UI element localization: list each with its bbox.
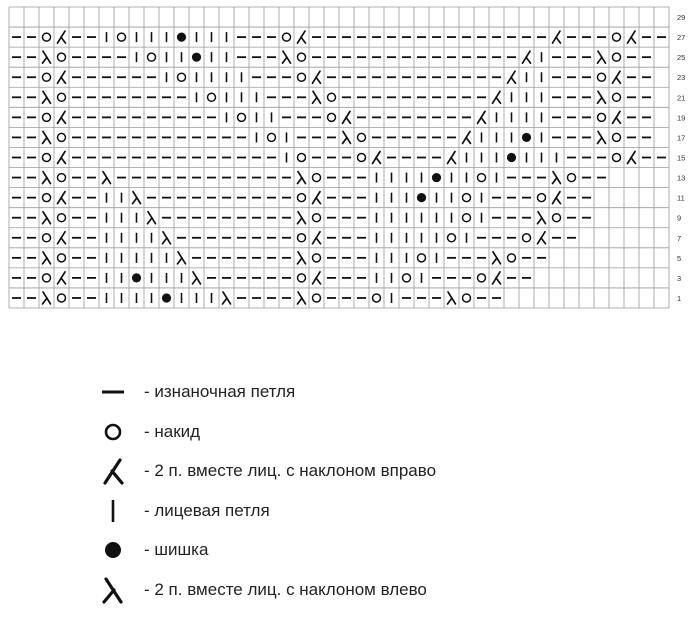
yarn-over-mark [313, 254, 321, 262]
chart-cell [328, 113, 336, 121]
left-slant-mark [298, 252, 306, 264]
yarn-over-mark [358, 154, 366, 162]
chart-cell [553, 31, 561, 43]
chart-cell [43, 154, 51, 162]
chart-cell [313, 232, 321, 244]
yarn-over-mark [478, 274, 486, 282]
chart-cell [58, 254, 66, 262]
chart-cell [358, 154, 366, 162]
yarn-over-mark [568, 174, 576, 182]
chart-cell [43, 212, 51, 224]
chart-cell [493, 272, 501, 284]
right-slant-mark [313, 232, 321, 244]
chart-cell [523, 234, 531, 242]
row-label: 15 [677, 153, 686, 163]
right-slant-mark [313, 192, 321, 204]
yarn-over-mark [298, 274, 306, 282]
chart-cell [148, 53, 156, 61]
chart-cell [598, 113, 606, 121]
right-slant-mark [628, 152, 636, 164]
row-labels [677, 13, 685, 303]
right-slant-mark [58, 31, 66, 43]
left-slant-mark [43, 212, 51, 224]
chart-cell [613, 154, 621, 162]
yarn-over-mark [463, 194, 471, 202]
left-slant-icon [100, 576, 126, 604]
yarn-over-mark [463, 294, 471, 302]
chart-cell [58, 174, 66, 182]
chart-cell [538, 232, 546, 244]
yarn-over-mark [538, 194, 546, 202]
chart-cell [432, 173, 441, 182]
yarn-over-mark [463, 214, 471, 222]
chart-cell [448, 292, 456, 304]
chart-cell [162, 293, 171, 302]
chart-cell [508, 254, 516, 262]
chart-cell [478, 174, 486, 182]
right-slant-mark [493, 91, 501, 103]
right-slant-mark [478, 111, 486, 123]
yarn-over-mark [43, 33, 51, 41]
yarn-over-mark [43, 274, 51, 282]
bobble-mark [522, 133, 531, 142]
legend-text: - 2 п. вместе лиц. с наклоном вправо [144, 461, 437, 480]
row-label: 23 [677, 73, 686, 83]
chart-cell [313, 254, 321, 262]
yarn-over-mark [448, 234, 456, 242]
chart-cell [103, 172, 111, 184]
row-label: 7 [677, 233, 682, 243]
chart-cell [313, 294, 321, 302]
chart-cell [178, 252, 186, 264]
chart-cell [43, 234, 51, 242]
chart-cell [507, 153, 516, 162]
chart-cell [613, 71, 621, 83]
bobble-mark [177, 33, 186, 42]
chart-cell [463, 294, 471, 302]
chart-cell [343, 111, 351, 123]
chart-cell [613, 93, 621, 101]
row-label: 1 [677, 293, 682, 303]
chart-cell [43, 252, 51, 264]
yarn-over-mark [43, 113, 51, 121]
yarn-over-mark [328, 93, 336, 101]
yarn-over-mark [508, 254, 516, 262]
left-slant-mark [43, 91, 51, 103]
yarn-over-mark [43, 154, 51, 162]
chart-cell [313, 71, 321, 83]
chart-cell [133, 192, 141, 204]
row-label: 25 [677, 53, 686, 63]
row-label: 17 [677, 133, 686, 143]
chart-cell [523, 51, 531, 63]
bobble-mark [417, 193, 426, 202]
chart-cell [118, 33, 126, 41]
yarn-over-mark [313, 214, 321, 222]
yarn-over-mark [598, 73, 606, 81]
chart-cell [43, 194, 51, 202]
right-slant-mark [313, 71, 321, 83]
left-slant-mark [448, 292, 456, 304]
left-slant-mark [133, 192, 141, 204]
yarn-over-mark [373, 294, 381, 302]
left-slant-mark [538, 212, 546, 224]
right-slant-mark [298, 31, 306, 43]
left-slant-mark [103, 172, 111, 184]
chart-cell [43, 131, 51, 143]
yarn-over-mark [58, 174, 66, 182]
chart-cell [43, 292, 51, 304]
yarn-over-mark [238, 113, 246, 121]
bobble-mark [162, 293, 171, 302]
chart-cell [313, 174, 321, 182]
left-slant-mark [598, 91, 606, 103]
yarn-over-mark [298, 234, 306, 242]
bobble-mark [192, 53, 201, 62]
chart-cell [478, 274, 486, 282]
right-slant-mark [613, 71, 621, 83]
chart-cell [298, 73, 306, 81]
yarn-over-mark [298, 194, 306, 202]
left-slant-mark [283, 51, 291, 63]
row-label: 11 [677, 193, 685, 203]
chart-cell [163, 232, 171, 244]
right-slant-mark [58, 192, 66, 204]
right-slant-mark [58, 232, 66, 244]
chart-cell [58, 294, 66, 302]
left-slant-mark [223, 292, 231, 304]
chart-cell [628, 31, 636, 43]
chart-cell [298, 31, 306, 43]
chart-cell [313, 272, 321, 284]
chart-cell [313, 91, 321, 103]
chart-cell [463, 194, 471, 202]
right-slant-mark [538, 232, 546, 244]
yarn-over-mark [403, 274, 411, 282]
chart-cell [613, 53, 621, 61]
chart-cell [373, 294, 381, 302]
chart-cell [598, 131, 606, 143]
chart-cell [522, 133, 531, 142]
chart-cell [58, 192, 66, 204]
chart-cell [328, 93, 336, 101]
chart-cell [298, 234, 306, 242]
right-slant-mark [58, 111, 66, 123]
chart-cell [298, 154, 306, 162]
chart-cell [132, 273, 141, 282]
row-label: 13 [677, 173, 686, 183]
chart-cell [553, 214, 561, 222]
yarn-over-mark [313, 294, 321, 302]
chart-cell [313, 192, 321, 204]
left-slant-mark [343, 131, 351, 143]
legend-text: - шишка [144, 540, 209, 559]
row-label: 19 [677, 113, 686, 123]
chart-cell [238, 113, 246, 121]
chart-cell [358, 133, 366, 141]
chart-cell [568, 174, 576, 182]
chart-cell [58, 93, 66, 101]
bobble-mark [507, 153, 516, 162]
bobble-dot-icon [100, 536, 126, 564]
yarn-over-mark [613, 53, 621, 61]
chart-cell [43, 33, 51, 41]
chart-cell [508, 71, 516, 83]
left-slant-mark [298, 172, 306, 184]
chart-cell [223, 292, 231, 304]
legend-text: - 2 п. вместе лиц. с наклоном влево [144, 579, 427, 599]
chart-cell [178, 73, 186, 81]
chart-cell [463, 131, 471, 143]
yarn-over-mark [118, 33, 126, 41]
right-slant-icon [100, 457, 126, 485]
chart-cell [43, 274, 51, 282]
chart-cell [613, 33, 621, 41]
chart-cell [43, 51, 51, 63]
chart-cell [268, 133, 276, 141]
yarn-over-mark [58, 53, 66, 61]
chart-cell [478, 111, 486, 123]
chart-cell [43, 73, 51, 81]
chart-cell [283, 33, 291, 41]
chart-cell [283, 51, 291, 63]
knit-bar-icon [100, 497, 126, 525]
chart-cell [598, 73, 606, 81]
chart-cell [343, 131, 351, 143]
bobble-mark [132, 273, 141, 282]
yarn-over-mark [268, 133, 276, 141]
row-label: 29 [677, 13, 686, 23]
chart-cell [298, 194, 306, 202]
chart-cell [298, 252, 306, 264]
left-slant-mark [313, 91, 321, 103]
chart-cell [538, 194, 546, 202]
chart-cell [58, 111, 66, 123]
left-slant-mark [43, 131, 51, 143]
chart-cell [58, 272, 66, 284]
yarn-over-mark [58, 294, 66, 302]
right-slant-mark [493, 272, 501, 284]
yarn-over-mark [478, 174, 486, 182]
yarn-over-mark [148, 53, 156, 61]
chart-cell [613, 111, 621, 123]
chart-cell [177, 33, 186, 42]
chart-cell [58, 214, 66, 222]
legend-text: - изнаночная петля [144, 382, 296, 401]
chart-cell [43, 172, 51, 184]
yarn-over-mark [613, 133, 621, 141]
yarn-over-mark [298, 73, 306, 81]
purl-dash-icon [100, 378, 126, 406]
chart-cell [373, 152, 381, 164]
right-slant-mark [553, 192, 561, 204]
left-slant-mark [43, 172, 51, 184]
yarn-over-mark [283, 33, 291, 41]
chart-cell [193, 272, 201, 284]
chart-cell [298, 274, 306, 282]
right-slant-mark [448, 152, 456, 164]
row-label: 5 [677, 253, 682, 263]
chart-cell [628, 152, 636, 164]
chart-cell [58, 152, 66, 164]
chart-cell [463, 214, 471, 222]
yarn-over-mark [58, 93, 66, 101]
chart-cell [598, 51, 606, 63]
right-slant-mark [58, 152, 66, 164]
yarn-over-mark [208, 93, 216, 101]
yarn-over-mark [553, 214, 561, 222]
left-slant-mark [298, 212, 306, 224]
yarn-over-mark [523, 234, 531, 242]
yarn-over-mark [598, 113, 606, 121]
yarn-over-mark [43, 73, 51, 81]
row-label: 3 [677, 273, 682, 283]
yarn-over-mark [328, 113, 336, 121]
yarn-over-mark [298, 53, 306, 61]
chart-cell [43, 91, 51, 103]
right-slant-mark [508, 71, 516, 83]
left-slant-mark [298, 292, 306, 304]
chart-cell [58, 53, 66, 61]
chart-cell [553, 192, 561, 204]
yarn-over-mark [298, 154, 306, 162]
row-label: 9 [677, 213, 682, 223]
chart-cell [418, 254, 426, 262]
yarn-over-mark [58, 254, 66, 262]
bobble-mark [432, 173, 441, 182]
chart-cell [493, 252, 501, 264]
left-slant-mark [43, 252, 51, 264]
legend-text: - накид [144, 421, 201, 441]
chart-cell [298, 172, 306, 184]
right-slant-mark [463, 131, 471, 143]
chart-cell [208, 93, 216, 101]
yarn-over-mark [313, 174, 321, 182]
left-slant-mark [163, 232, 171, 244]
yarn-over-mark [418, 254, 426, 262]
right-slant-mark [343, 111, 351, 123]
right-slant-mark [523, 51, 531, 63]
chart-cell [298, 212, 306, 224]
chart-cell [298, 53, 306, 61]
left-slant-mark [553, 172, 561, 184]
chart-cell [298, 292, 306, 304]
chart-cell [58, 133, 66, 141]
yarn-over-mark [613, 33, 621, 41]
yarn-over-mark [58, 214, 66, 222]
legend-text: - лицевая петля [144, 500, 270, 520]
yarn-over-circle-icon [100, 418, 126, 446]
chart-cell [313, 214, 321, 222]
yarn-over-mark [613, 154, 621, 162]
row-label: 27 [677, 33, 686, 43]
chart-cell [58, 71, 66, 83]
left-slant-mark [493, 252, 501, 264]
yarn-over-mark [358, 133, 366, 141]
yarn-over-mark [43, 194, 51, 202]
left-slant-mark [43, 292, 51, 304]
chart-cell [417, 193, 426, 202]
left-slant-mark [193, 272, 201, 284]
chart-cell [58, 31, 66, 43]
left-slant-mark [598, 51, 606, 63]
left-slant-mark [178, 252, 186, 264]
chart-cell [493, 91, 501, 103]
right-slant-mark [58, 71, 66, 83]
chart-cell [148, 212, 156, 224]
yarn-over-mark [58, 133, 66, 141]
left-slant-mark [43, 51, 51, 63]
chart-cell [192, 53, 201, 62]
right-slant-mark [613, 111, 621, 123]
chart-cell [598, 91, 606, 103]
chart-cell [43, 113, 51, 121]
right-slant-mark [373, 152, 381, 164]
chart-cell [448, 152, 456, 164]
yarn-over-mark [613, 93, 621, 101]
left-slant-mark [148, 212, 156, 224]
right-slant-mark [313, 272, 321, 284]
yarn-over-mark [178, 73, 186, 81]
chart-cell [538, 212, 546, 224]
yarn-over-mark [43, 234, 51, 242]
chart-cell [613, 133, 621, 141]
row-label: 21 [677, 93, 686, 103]
left-slant-mark [598, 131, 606, 143]
right-slant-mark [553, 31, 561, 43]
right-slant-mark [58, 272, 66, 284]
chart-cell [553, 172, 561, 184]
right-slant-mark [628, 31, 636, 43]
chart-cell [58, 232, 66, 244]
chart-cell [403, 274, 411, 282]
chart-cell [448, 234, 456, 242]
